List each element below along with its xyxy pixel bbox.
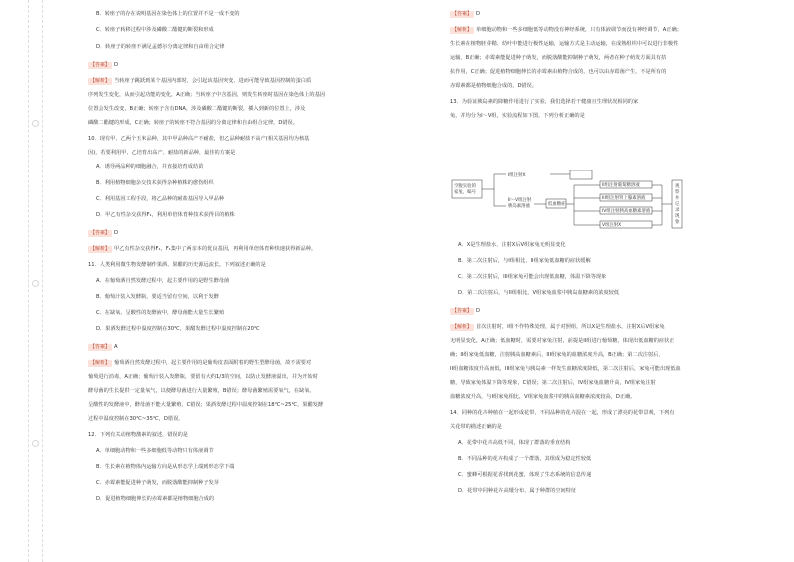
line-text: D bbox=[476, 308, 481, 314]
option-line bbox=[458, 472, 591, 479]
text-line bbox=[450, 113, 585, 120]
question-line bbox=[450, 99, 638, 106]
option-line bbox=[96, 11, 240, 18]
line-text: C．第二次注射后，III组家兔可能会出现低血糖，体温下降等现象 bbox=[458, 274, 607, 280]
analysis-tag: 【解析】 bbox=[452, 324, 473, 330]
text-line bbox=[450, 83, 537, 90]
text-line bbox=[88, 374, 318, 381]
diagram-group-first: I组注射X bbox=[508, 173, 526, 178]
line-text: 12．下列有关动植物激素的叙述，错误的是 bbox=[88, 432, 188, 438]
text-line bbox=[450, 366, 681, 373]
answer-line bbox=[450, 308, 480, 315]
line-text: 血糖浓度升高，与I组家兔相比，V组家兔血浆中的胰高血糖素浓度较高，D正确。 bbox=[450, 394, 636, 400]
line-text: 单细胞动物和一些多细胞低等动物没有神经系统，只有体液调节而没有神经调节，A正确； bbox=[476, 27, 682, 33]
question-line bbox=[88, 136, 309, 143]
line-text: B．第二次注射后，与I组相比，II组家兔低血糖的症状缓解 bbox=[458, 258, 591, 264]
text-line bbox=[88, 402, 323, 409]
line-text: 磷酸二酯键的形成，C正确；转座子的转座不符合基因的分离定律和自由组合定律，D错误。 bbox=[88, 120, 298, 126]
group-first-box bbox=[570, 170, 592, 179]
line-text: C．赤霉素能促进种子萌发，而脱落酸能抑制种子发芽 bbox=[96, 480, 219, 486]
option-line bbox=[96, 310, 224, 317]
line-text: 过程中温度控制在30℃~35℃，D错误。 bbox=[88, 416, 184, 422]
line-text: B．葡萄汁装入发酵瓶，要适当留有空间，以利于发酵 bbox=[96, 294, 219, 300]
text-line bbox=[450, 380, 656, 387]
analysis-line bbox=[88, 78, 311, 85]
line-text: 确；II组家兔低血糖，注射胰高血糖素后，III组家兔的血糖浓度升高，B正确；第二次注射后， bbox=[450, 352, 664, 358]
line-text: 因)，若要利用甲、乙培育出高产、耐盐的新品种，最佳的方案是 bbox=[88, 150, 236, 156]
margin-dash-line bbox=[42, 0, 43, 562]
diagram-symptom: 低血糖症 bbox=[548, 202, 566, 207]
analysis-tag: 【解析】 bbox=[90, 360, 111, 366]
text-line bbox=[450, 69, 666, 76]
analysis-tag: 【解析】 bbox=[90, 78, 111, 84]
text-line bbox=[450, 352, 664, 359]
line-text: 兔，并均分为I～V组，实验流程如下图，下列分析正确的是 bbox=[450, 113, 585, 119]
option-line bbox=[96, 464, 234, 471]
option-line bbox=[458, 274, 606, 281]
question-line bbox=[88, 432, 188, 439]
text-line bbox=[450, 338, 674, 345]
option-line bbox=[96, 44, 225, 51]
line-text: 10．现有甲、乙两个玉米品种，其中甲品种高产不耐盐，但乙品种耐盐不高产(相关基因均为核基 bbox=[88, 136, 310, 142]
option-line bbox=[458, 258, 591, 265]
line-text: 13．为验证胰岛素的降糖作用进行了实验，我们选择若干健康且生理状况相同的家 bbox=[450, 99, 639, 105]
option-line bbox=[96, 180, 214, 187]
line-text: 无明显变化，A正确；低血糖时，需要对家兔注射，前提是II组进行葡萄糖，体现出低血糖的症状正 bbox=[450, 338, 675, 344]
line-text: 序列发生变化，从而引起功能的变化，A正确；当转座子中含基因，则发生转座时基因在染色体上的基因 bbox=[88, 92, 325, 98]
line-text: D bbox=[114, 62, 119, 68]
option-line bbox=[96, 448, 214, 455]
line-text: A．X是生理盐水，注射X后V组家兔无明显变化 bbox=[458, 242, 566, 248]
diagram-treatment: III组注射肾上腺素溶液 bbox=[602, 196, 646, 201]
answer-line bbox=[88, 230, 118, 237]
line-text: D．果酒发酵过程中温度控制在30℃，果醋发酵过程中温度控制在20℃ bbox=[96, 326, 260, 332]
line-text: 关花带的描述正确的是 bbox=[450, 424, 502, 430]
line-text: D．甲乙有性杂交获得F₁，利用单倍体育种技术获得目的植株 bbox=[96, 212, 235, 218]
line-text: A．诱导两品种的细胞融合，并直接培育成幼苗 bbox=[96, 164, 204, 170]
answer-line bbox=[88, 344, 118, 351]
line-text: 甲乙有性杂交获得F₁，F₁集中了两亲本的优良基因，再利用单倍体育种快速获得新品种。 bbox=[114, 246, 317, 252]
text-line bbox=[450, 41, 678, 48]
line-text: D．第二次注射后，与II组相比，V组家兔血浆中胰岛血糖素的浓度较低 bbox=[458, 290, 620, 296]
text-line bbox=[88, 388, 315, 395]
option-line bbox=[96, 196, 224, 203]
answer-tag: 【答案】 bbox=[90, 62, 111, 68]
line-text: 葡萄进行消毒，A正确；葡萄汁装入发酵瓶，要留有大约1/3的空间，以防止发酵液溢出，并为开始时 bbox=[88, 374, 318, 380]
line-text: C．利用基因工程手段，将乙品种的耐盐基因导入甲品种 bbox=[96, 196, 225, 202]
option-line bbox=[458, 290, 619, 297]
line-text: 酵母菌的生长提供一定量氧气，以便酵母菌进行大量繁殖，B错误；酵母菌繁殖需要氧气，在缺氧、 bbox=[88, 388, 315, 394]
line-text: D．转座子的转座不满足孟德尔分离定律和自由组合定律 bbox=[96, 44, 225, 50]
line-text: A．单细胞动物和一些多细胞低等动物只有体液调节 bbox=[96, 448, 214, 454]
line-text: 首次注射时，I组不作特殊处理，属于对照组，所以X是生理盐水，注射X后V组家兔 bbox=[476, 324, 665, 330]
option-line bbox=[96, 294, 219, 301]
line-text: D bbox=[476, 11, 481, 17]
line-text: B．转座子的存在说明基因在染色体上的位置并不是一成不变的 bbox=[96, 11, 240, 17]
option-line bbox=[96, 326, 260, 333]
line-text: 糖，导致家兔体温下降等现象，C错误；第二次注射后，IV组家兔血糖升高，IV组家兔注射 bbox=[450, 380, 656, 386]
option-line bbox=[458, 242, 566, 249]
diagram-group-second: II～V组注射 bbox=[508, 198, 532, 203]
line-text: B．生长素在植物体内运输方向是从形态学上端到形态学下端 bbox=[96, 464, 235, 470]
line-text: 葡萄酒自然发酵过程中，起主要作用的是葡萄皮表面附着的野生型酵母菌，故不需要对 bbox=[114, 360, 312, 366]
analysis-tag: 【解析】 bbox=[90, 246, 111, 252]
analysis-line bbox=[450, 324, 665, 331]
line-text: C．转座子转移过程中涉及磷酸二酯键的断裂和形成 bbox=[96, 27, 214, 33]
line-text: D bbox=[114, 230, 119, 236]
analysis-line bbox=[450, 27, 682, 34]
text-line bbox=[450, 424, 502, 431]
option-line bbox=[458, 456, 591, 463]
text-line bbox=[88, 120, 298, 127]
line-text: 赤霉素都是植物细胞合成的，D错误。 bbox=[450, 83, 537, 89]
text-line bbox=[88, 92, 325, 99]
binding-margin bbox=[13, 0, 39, 562]
diagram-source-label: 空腹实验的 bbox=[454, 184, 476, 189]
source-box bbox=[452, 180, 482, 198]
option-line bbox=[458, 440, 571, 447]
binding-hole bbox=[32, 440, 39, 447]
line-text: II组血糖浓度升高而低，III组家兔与胰岛素一样发生血糖浓度降低，第二次注射后，家兔可能出现低血 bbox=[450, 366, 681, 372]
binding-hole bbox=[32, 120, 39, 127]
answer-tag: 【答案】 bbox=[452, 308, 473, 314]
binding-hole bbox=[32, 280, 39, 287]
text-line bbox=[88, 416, 183, 423]
line-text: A．在葡萄酒自然发酵过程中，起主要作用的是野生酵母菌 bbox=[96, 278, 230, 284]
line-text: B．利用植物细胞杂交技术获得杂种植株的愈伤组织 bbox=[96, 180, 214, 186]
option-line bbox=[458, 488, 576, 495]
answer-line bbox=[88, 62, 118, 69]
margin-dash-line bbox=[28, 0, 29, 562]
analysis-tag: 【解析】 bbox=[452, 27, 473, 33]
option-line bbox=[96, 480, 219, 487]
option-line bbox=[96, 27, 214, 34]
diagram-treatment: V组注射X bbox=[602, 223, 622, 228]
question-line bbox=[450, 410, 674, 417]
answer-tag: 【答案】 bbox=[90, 230, 111, 236]
diagram-result: 观察并记录现象 bbox=[675, 184, 680, 225]
line-text: D．花带中同种花卉高矮分布，属于种群的空间特征 bbox=[458, 488, 577, 494]
text-line bbox=[450, 55, 666, 62]
analysis-line bbox=[88, 360, 311, 367]
line-text: 11．人类利用微生物发酵制作果酒、果醋的历史源远流长。下列叙述正确的是 bbox=[88, 262, 266, 268]
line-text: 生长素在植物胚芽鞘、幼叶中能进行极性运输，运输方式是主动运输，在成熟组织中可以进行非极性 bbox=[450, 41, 679, 47]
line-text: 运输，B正确；赤霉素能促进种子萌发，而脱落酸能抑制种子萌发，两者在种子萌发方面具有拮 bbox=[450, 55, 667, 61]
diagram-group-second: 胰岛素溶液 bbox=[508, 204, 530, 209]
line-text: 抗作用，C正确；促进植物细胞伸长的赤霉素由植物合成的，也可以由赤霉菌产生，不是所有的 bbox=[450, 69, 667, 75]
line-text: D．促进植物细胞伸长的赤霉素都是植物细胞合成的 bbox=[96, 496, 215, 502]
option-line bbox=[96, 212, 235, 219]
experiment-flow-diagram bbox=[450, 170, 755, 232]
line-text: A bbox=[114, 344, 118, 350]
analysis-line bbox=[88, 246, 316, 253]
diagram-treatment: II组注射葡萄糖溶液 bbox=[602, 183, 640, 188]
line-text: C．在缺氧、呈酸性的发酵液中，酵母菌能大量生长繁殖 bbox=[96, 310, 225, 316]
answer-tag: 【答案】 bbox=[452, 11, 473, 17]
answer-tag: 【答案】 bbox=[90, 344, 111, 350]
line-text: 呈酸性的发酵液中，酵母菌不能大量繁殖，C错误；果酒发酵过程中温度控制在18℃~25℃，果醋发酵 bbox=[88, 402, 324, 408]
text-line bbox=[88, 106, 305, 113]
answer-line bbox=[450, 11, 480, 18]
option-line bbox=[96, 164, 203, 171]
option-line bbox=[96, 496, 214, 503]
diagram-treatment: IV组注射胰高血糖素溶液 bbox=[602, 209, 651, 214]
line-text: C．蜜蜂可根据花香找到花蜜，体现了生态系统的信息传递 bbox=[458, 472, 592, 478]
line-text: B．不同品种的花卉构成了一个群落，其组成为稳定性较低 bbox=[458, 456, 592, 462]
line-text: 14．同种的花卉种植在一起形成花带，不同品种的花卉混在一起，形成了漂亮的花带景观，下列有 bbox=[450, 410, 675, 416]
diagram-source-label: 家兔，编号 bbox=[454, 190, 476, 195]
text-line bbox=[450, 394, 635, 401]
line-text: 位置会发生改变，B正确；转座子含有DNA，涉及磷酸二酯键的断裂，插入到新的位置上，涉及 bbox=[88, 106, 306, 112]
line-text: A．花带中花卉高低不同，体现了群落的垂直结构 bbox=[458, 440, 571, 446]
line-text: 当转座子跳跃到某个基因内部时，会引起该基因突变，进而可能导致基因控制的蛋白质 bbox=[114, 78, 312, 84]
question-line bbox=[88, 262, 266, 269]
option-line bbox=[96, 278, 229, 285]
text-line bbox=[88, 150, 235, 157]
